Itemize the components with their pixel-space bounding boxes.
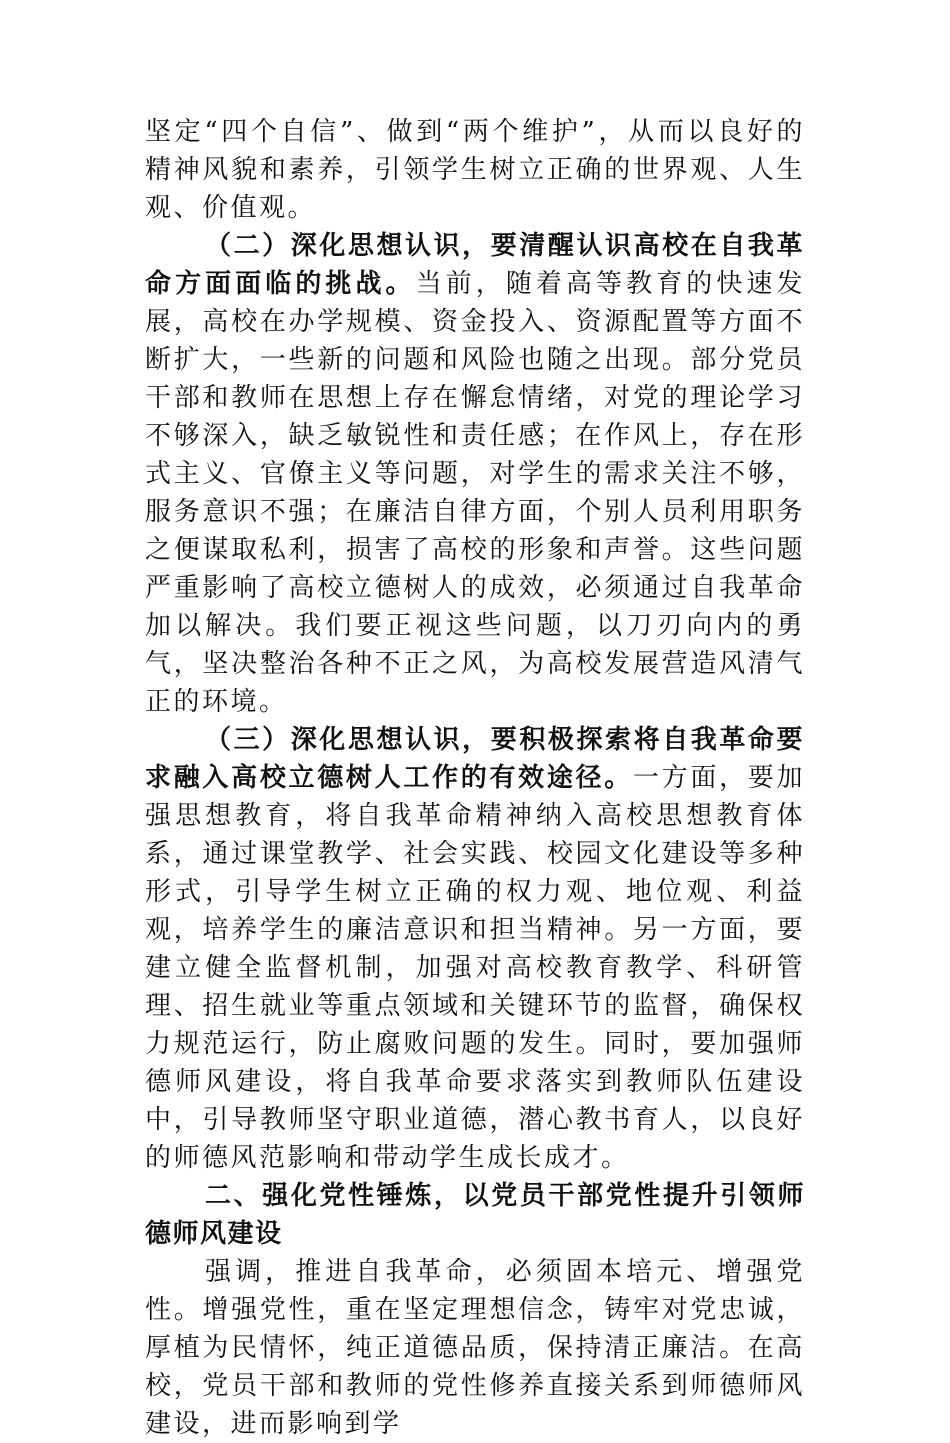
paragraph-section-3 — [145, 721, 805, 1177]
section-2-lead: （二）深化思想认识，要清醒认识高校在自我革命方面面临的挑战。 — [145, 231, 805, 299]
section-2-body: 当前，随着高等教育的快速发展，高校在办学规模、资金投入、资源配置等方面不断扩大，一些新的问题和风险也随之出现。部分党员干部和教师在思想上存在懈怠情绪，对党的理论学习不够深入，缺乏敏锐性和责任感；在作风上，存在形式主义、官僚主义等问题，对学生的需求关注不够，服务意识不强；在廉洁自律方面，个别人员利用职务之便谋取私利，损害了高校的形象和声誉。这些问题严重影响了高校立德树人的成效，必须通过自我革命加以解决。我们要正视这些问题，以刀刃向内的勇气，坚决整治各种不正之风，为高校发展营造风清气正的环境。 — [145, 269, 805, 717]
chapter-heading-2: 二、强化党性锤炼，以党员干部党性提升引领师德师风建设 — [145, 1181, 805, 1249]
document-page — [145, 113, 805, 1443]
section-3-lead: （三）深化思想认识，要积极探索将自我革命要求融入高校立德树人工作的有效途径。 — [145, 725, 805, 793]
paragraph-chapter-2-intro: 强调，推进自我革命，必须固本培元、增强党性。增强党性，重在坚定理想信念，铸牢对党忠诚，厚植为民情怀，纯正道德品质，保持清正廉洁。在高校，党员干部和教师的党性修养直接关系到师德师风建设，进而影响到学 — [145, 1257, 805, 1439]
paragraph-continuation: 坚定“四个自信”、做到“两个维护”，从而以良好的精神风貌和素养，引领学生树立正确的世界观、人生观、价值观。 — [145, 117, 805, 223]
section-3-body: 一方面，要加强思想教育，将自我革命精神纳入高校思想教育体系，通过课堂教学、社会实践、校园文化建设等多种形式，引导学生树立正确的权力观、地位观、利益观，培养学生的廉洁意识和担当精神。另一方面，要建立健全监督机制，加强对高校教育教学、科研管理、招生就业等重点领域和关键环节的监督，确保权力规范运行，防止腐败问题的发生。同时，要加强师德师风建设，将自我革命要求落实到教师队伍建设中，引导教师坚守职业道德，潜心教书育人，以良好的师德风范影响和带动学生成长成才。 — [145, 763, 805, 1173]
paragraph-section-2 — [145, 227, 805, 721]
